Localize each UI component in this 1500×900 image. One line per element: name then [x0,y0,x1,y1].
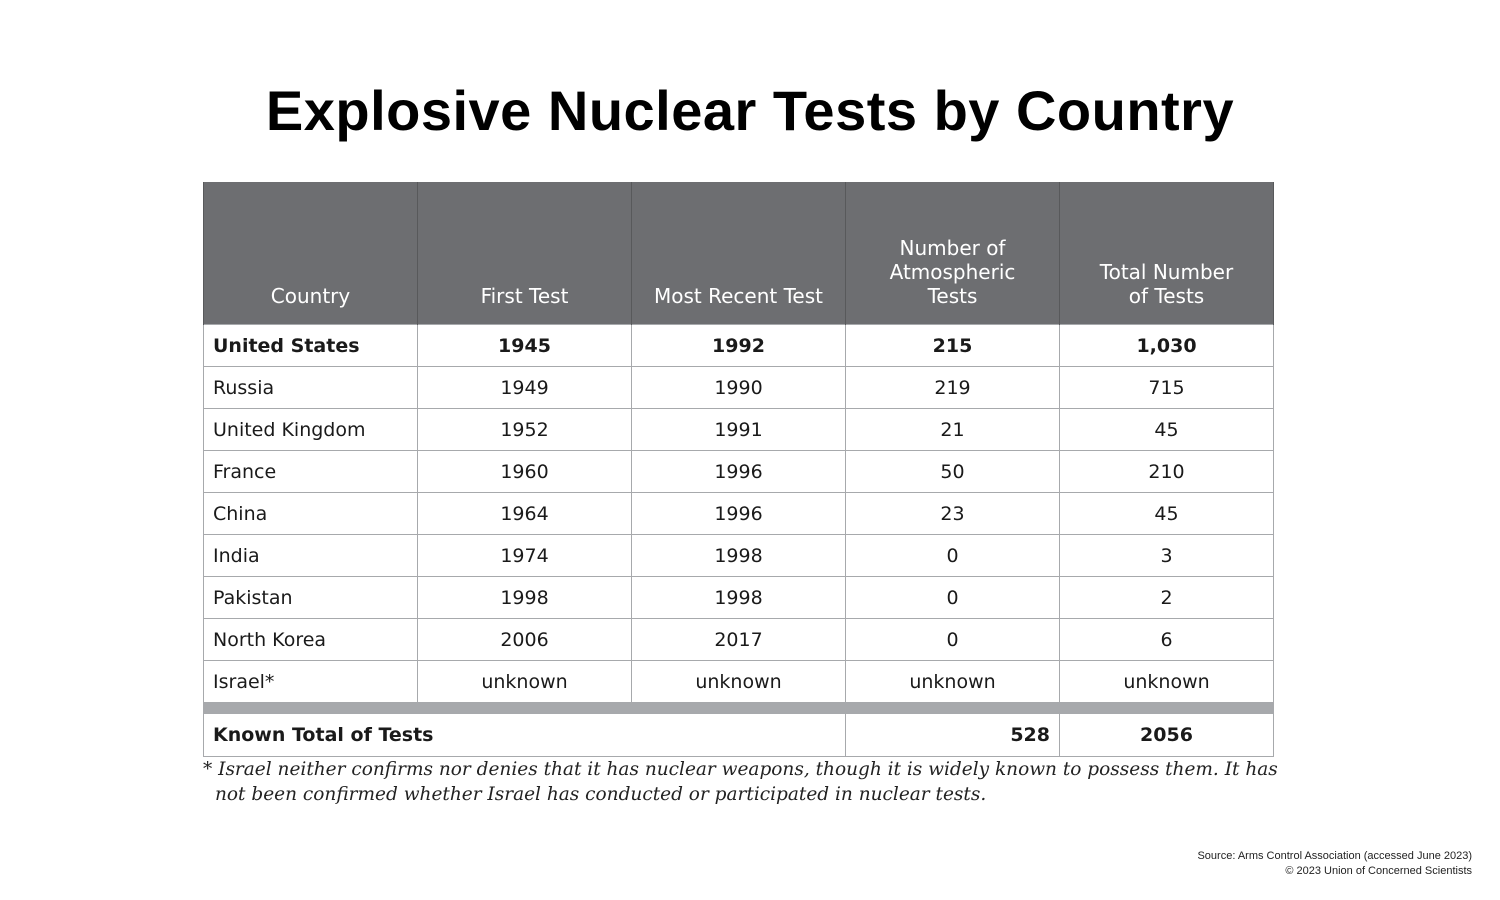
header-line: Atmospheric [889,260,1016,284]
cell-country: United States [204,325,418,367]
header-country [204,182,418,325]
cell-most-recent-test: unknown [632,661,846,703]
cell-most-recent-test: 1996 [632,451,846,493]
header-line: Number of [899,236,1006,260]
source-credit [1197,849,1472,879]
total-separator [204,703,1274,714]
totals-row [204,714,1274,757]
cell-atmospheric-tests: 50 [846,451,1060,493]
cell-country: United Kingdom [204,409,418,451]
cell-atmospheric-tests: 0 [846,619,1060,661]
table-row [204,325,1274,367]
cell-first-test: 1974 [418,535,632,577]
cell-most-recent-test: 1990 [632,367,846,409]
header-line: Most Recent Test [654,284,823,308]
cell-country: India [204,535,418,577]
cell-first-test: 1998 [418,577,632,619]
cell-country: Pakistan [204,577,418,619]
cell-first-test: 1964 [418,493,632,535]
totals-atmospheric: 528 [846,714,1060,757]
header-line: First Test [480,284,569,308]
table-header [204,182,1274,325]
table-row [204,451,1274,493]
separator-bar [204,703,1274,714]
table-row [204,619,1274,661]
cell-atmospheric-tests: 0 [846,577,1060,619]
cell-most-recent-test: 1998 [632,535,846,577]
cell-atmospheric-tests: 219 [846,367,1060,409]
cell-country: France [204,451,418,493]
cell-total-tests: 45 [1060,409,1274,451]
table-row [204,661,1274,703]
copyright-line: © 2023 Union of Concerned Scientists [1285,865,1472,877]
table-row [204,493,1274,535]
cell-most-recent-test: 1991 [632,409,846,451]
cell-first-test: 2006 [418,619,632,661]
totals-label: Known Total of Tests [204,714,846,757]
cell-total-tests: 1,030 [1060,325,1274,367]
footnote: * Israel neither confirms nor denies that it has nuclear weapons, though it is widely known to possess them. It has not been confirmed whether Israel has conducted or participated in nuclear tests. [203,759,1278,805]
header-line: Country [270,284,351,308]
header-total-tests [1060,182,1274,325]
cell-total-tests: 210 [1060,451,1274,493]
cell-atmospheric-tests: 0 [846,535,1060,577]
header-line: Tests [927,284,978,308]
header-first-test [418,182,632,325]
cell-atmospheric-tests: 21 [846,409,1060,451]
cell-atmospheric-tests: 23 [846,493,1060,535]
cell-most-recent-test: 1992 [632,325,846,367]
cell-total-tests: 3 [1060,535,1274,577]
page-title: Explosive Nuclear Tests by Country [265,79,1235,142]
table-row [204,367,1274,409]
cell-country: North Korea [204,619,418,661]
table-row [204,535,1274,577]
cell-total-tests: unknown [1060,661,1274,703]
cell-atmospheric-tests: unknown [846,661,1060,703]
totals-total: 2056 [1060,714,1274,757]
header-line: Total Number [1099,260,1234,284]
cell-total-tests: 45 [1060,493,1274,535]
table-totals [204,703,1274,757]
cell-total-tests: 2 [1060,577,1274,619]
cell-first-test: 1949 [418,367,632,409]
cell-total-tests: 6 [1060,619,1274,661]
cell-total-tests: 715 [1060,367,1274,409]
table-row [204,577,1274,619]
cell-first-test: 1952 [418,409,632,451]
cell-most-recent-test: 1998 [632,577,846,619]
header-most-recent-test [632,182,846,325]
cell-country: China [204,493,418,535]
cell-most-recent-test: 1996 [632,493,846,535]
cell-country: Russia [204,367,418,409]
table-body [204,325,1274,703]
cell-first-test: unknown [418,661,632,703]
cell-atmospheric-tests: 215 [846,325,1060,367]
cell-first-test: 1945 [418,325,632,367]
source-line: Source: Arms Control Association (accessed June 2023) [1197,850,1472,862]
nuclear-tests-table [203,182,1274,757]
table-row [204,409,1274,451]
header-row [204,182,1274,325]
cell-country: Israel* [204,661,418,703]
cell-first-test: 1960 [418,451,632,493]
header-atmospheric-tests [846,182,1060,325]
header-line: of Tests [1128,284,1205,308]
cell-most-recent-test: 2017 [632,619,846,661]
